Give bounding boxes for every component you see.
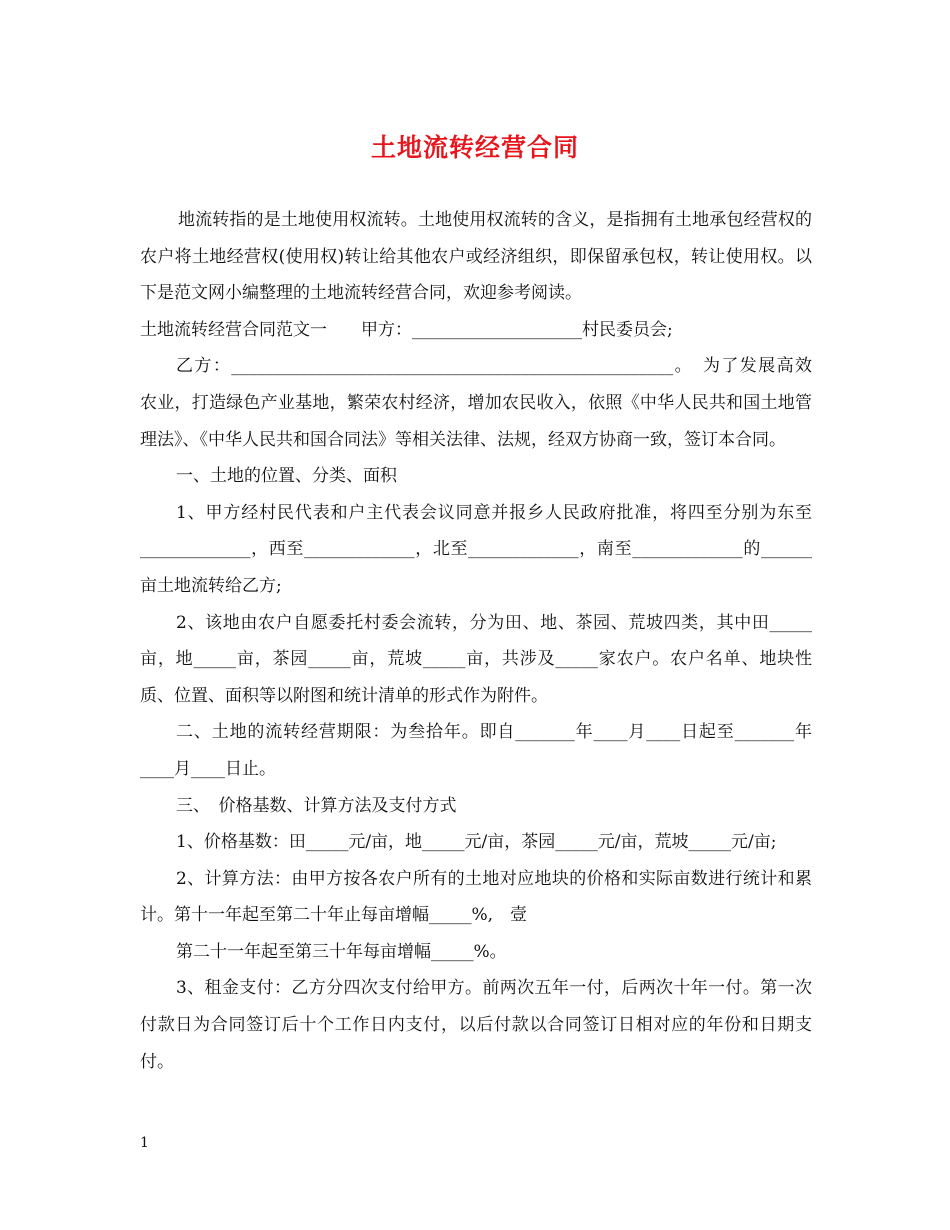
clause-3-2-continued: 第二十一年起至第三十年每亩增幅_____%。: [176, 941, 507, 962]
section-heading-3: 三、 价格基数、计算方法及支付方式: [176, 795, 457, 816]
clause-1-1: 1、甲方经村民代表和户主代表会议同意并报乡人民政府批准，将四至分别为东至_____________，西至_____________，北至_____________，南至_____________的______亩土地流转给乙方;: [140, 502, 812, 596]
section-heading-1: 一、土地的位置、分类、面积: [176, 466, 397, 487]
document-body: [140, 202, 812, 1080]
contract-heading-line: 土地流转经营合同范文一 甲方：____________________村民委员会;: [140, 319, 673, 340]
document-title: 土地流转经营合同: [370, 133, 579, 162]
party-b-paragraph: 乙方：____________________________________________________。 为了发展高效农业，打造绿色产业基地，繁荣农村经济，增加农民收入，依照《中华人民共和国土地管理法》、《中华人民共和国合同法》等相关法律、法规，经双方协商一致，签订本合同。: [140, 356, 812, 450]
page-number: 1: [140, 1135, 149, 1151]
clause-3-2: 2、计算方法：由甲方按各农户所有的土地对应地块的价格和实际亩数进行统计和累计。第十一年起至第二十年止每亩增幅_____%, 壹: [140, 868, 812, 926]
intro-paragraph: 地流转指的是土地使用权流转。土地使用权流转的含义，是指拥有土地承包经营权的农户将土地经营权(使用权)转让给其他农户或经济组织，即保留承包权，转让使用权。以下是范文网小编整理的土地流转经营合同，欢迎参考阅读。: [140, 210, 812, 304]
clause-3-1: 1、价格基数：田_____元/亩，地_____元/亩，茶园_____元/亩，荒坡_____元/亩;: [176, 832, 777, 853]
clause-3-3: 3、租金支付：乙方分四次支付给甲方。前两次五年一付，后两次十年一付。第一次付款日为合同签订后十个工作日内支付，以后付款以合同签订日相对应的年份和日期支付。: [140, 978, 812, 1072]
section-heading-2: 二、土地的流转经营期限：为叁拾年。即自_______年____月____日起至_______年____月____日止。: [140, 722, 812, 779]
clause-1-2: 2、该地由农户自愿委托村委会流转，分为田、地、茶园、荒坡四类，其中田_____亩，地_____亩，茶园_____亩，荒坡_____亩，共涉及_____家农户。农户名单、地块性质、位置、面积等以附图和统计清单的形式作为附件。: [140, 612, 812, 706]
